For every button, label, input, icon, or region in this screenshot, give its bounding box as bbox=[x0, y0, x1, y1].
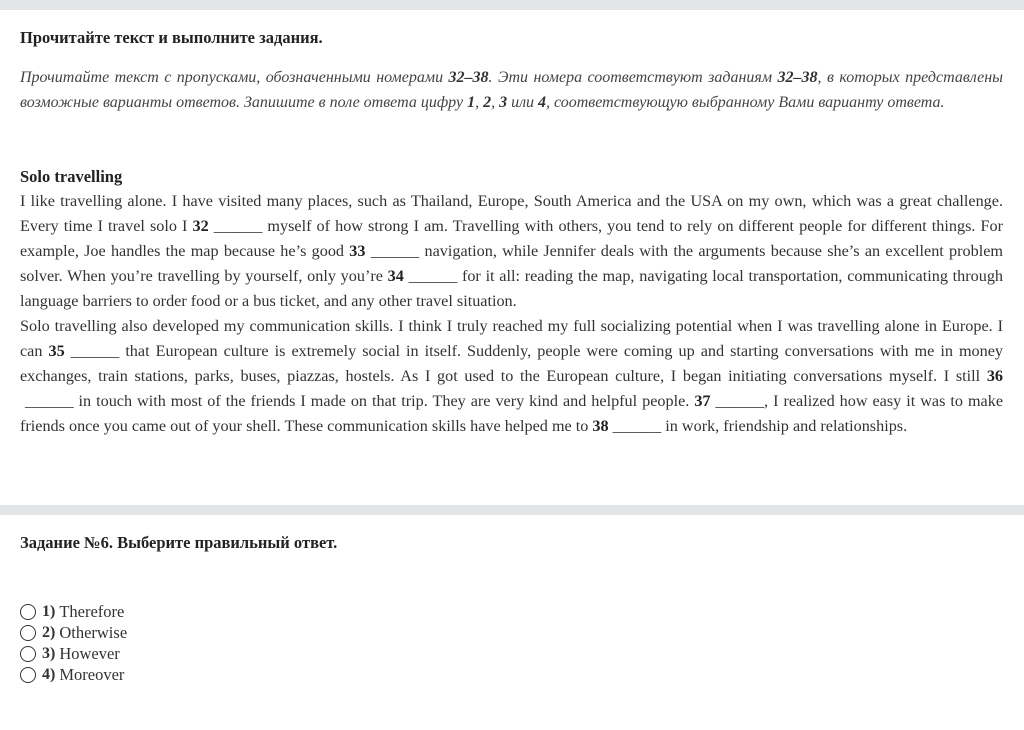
gap-number-33: 33 bbox=[349, 242, 366, 260]
separator: , bbox=[491, 94, 500, 111]
gap-number-36: 36 bbox=[986, 367, 1003, 385]
article-text: , I realized how easy it was to make friends once you came out of your shell. These communication skills have helped me to bbox=[20, 392, 1003, 435]
radio-button[interactable] bbox=[20, 646, 36, 662]
task-title: Задание №6. Выберите правильный ответ. bbox=[20, 533, 338, 552]
answer-option-2[interactable] bbox=[20, 622, 127, 643]
option-number: 1) bbox=[42, 602, 56, 620]
gap-blank: ______ bbox=[403, 267, 462, 285]
answer-option-4[interactable] bbox=[20, 664, 127, 685]
article-body bbox=[20, 189, 1003, 439]
article-text: in work, friendship and relationships. bbox=[665, 417, 908, 435]
gap-number-35: 35 bbox=[48, 342, 65, 360]
separator: , bbox=[475, 94, 484, 111]
answer-option-3[interactable] bbox=[20, 643, 127, 664]
gap-blank: ______ bbox=[20, 392, 79, 410]
article-text: that European culture is extremely social in itself. Suddenly, people were coming up and starting conversations with me in money exchanges, train stations, parks, buses, piazzas, hostels. As I got used to the European culture, I began initiating conversations myself. I still bbox=[20, 342, 1003, 385]
answer-option-1[interactable] bbox=[20, 601, 127, 622]
article-title: Solo travelling bbox=[20, 167, 123, 186]
gap-blank: ______ bbox=[208, 217, 268, 235]
gap-number-32: 32 bbox=[192, 217, 209, 235]
article-text: I like travelling alone. I have visited many places, such as Thailand, Europe, South America and the USA on my own, which was a great challenge. Every time I travel solo I bbox=[20, 192, 1003, 235]
instructions-part: Прочитайте текст с пропусками, обозначенными номерами bbox=[20, 69, 449, 86]
task-range: 32–38 bbox=[448, 69, 489, 86]
option-label: However bbox=[59, 643, 120, 663]
option-number: 2) bbox=[42, 623, 56, 641]
option-number: 4) bbox=[42, 665, 56, 683]
gap-blank: ______ bbox=[710, 392, 765, 410]
gap-blank: ______ bbox=[365, 242, 425, 260]
instructions-part: , соответствующую выбранному Вами варианту ответа. bbox=[546, 94, 945, 111]
option-number: 3) bbox=[42, 644, 56, 662]
answer-options bbox=[20, 601, 127, 685]
answer-digit: 1 bbox=[467, 94, 476, 111]
option-label: Moreover bbox=[59, 664, 125, 684]
answer-digit: 2 bbox=[483, 94, 492, 111]
gap-number-37: 37 bbox=[694, 392, 711, 410]
section-divider-band bbox=[0, 505, 1024, 515]
page-title: Прочитайте текст и выполните задания. bbox=[20, 28, 323, 47]
article-paragraph-1 bbox=[20, 189, 1003, 314]
radio-button[interactable] bbox=[20, 667, 36, 683]
instructions-part: . Эти номера соответствуют заданиям bbox=[488, 69, 778, 86]
option-label: Therefore bbox=[59, 601, 125, 621]
separator: или bbox=[507, 94, 539, 111]
article-text: navigation, while Jennifer deals with the arguments because she’s an excellent problem solver. When you’re travelling by yourself, only you’re bbox=[20, 242, 1004, 285]
radio-button[interactable] bbox=[20, 604, 36, 620]
answer-digit: 3 bbox=[499, 94, 508, 111]
gap-number-38: 38 bbox=[592, 417, 609, 435]
article-text: myself of how strong I am. Travelling with others, you tend to rely on different people for different things. For example, Joe handles the map because he’s good bbox=[20, 217, 1003, 260]
gap-blank: ______ bbox=[608, 417, 666, 435]
radio-button[interactable] bbox=[20, 625, 36, 641]
article-paragraph-2 bbox=[20, 314, 1003, 439]
option-label: Otherwise bbox=[59, 622, 128, 642]
article-text: for it all: reading the map, navigating local transportation, communicating through language barriers to order food or a bus ticket, and any other travel situation. bbox=[20, 267, 1004, 310]
task-range: 32–38 bbox=[777, 69, 818, 86]
answer-digit: 4 bbox=[538, 94, 547, 111]
gap-blank: ______ bbox=[64, 342, 126, 360]
instructions-part: , в которых представлены возможные варианты ответов. Запишите в поле ответа цифру bbox=[20, 69, 1004, 111]
article-text: in touch with most of the friends I made on that trip. They are very kind and helpful people. bbox=[78, 392, 695, 410]
top-divider-band bbox=[0, 0, 1024, 10]
article-text: Solo travelling also developed my communication skills. I think I truly reached my full socializing potential when I was travelling alone in Europe. I can bbox=[20, 317, 1003, 360]
instructions-text bbox=[20, 65, 1003, 115]
gap-number-34: 34 bbox=[387, 267, 404, 285]
